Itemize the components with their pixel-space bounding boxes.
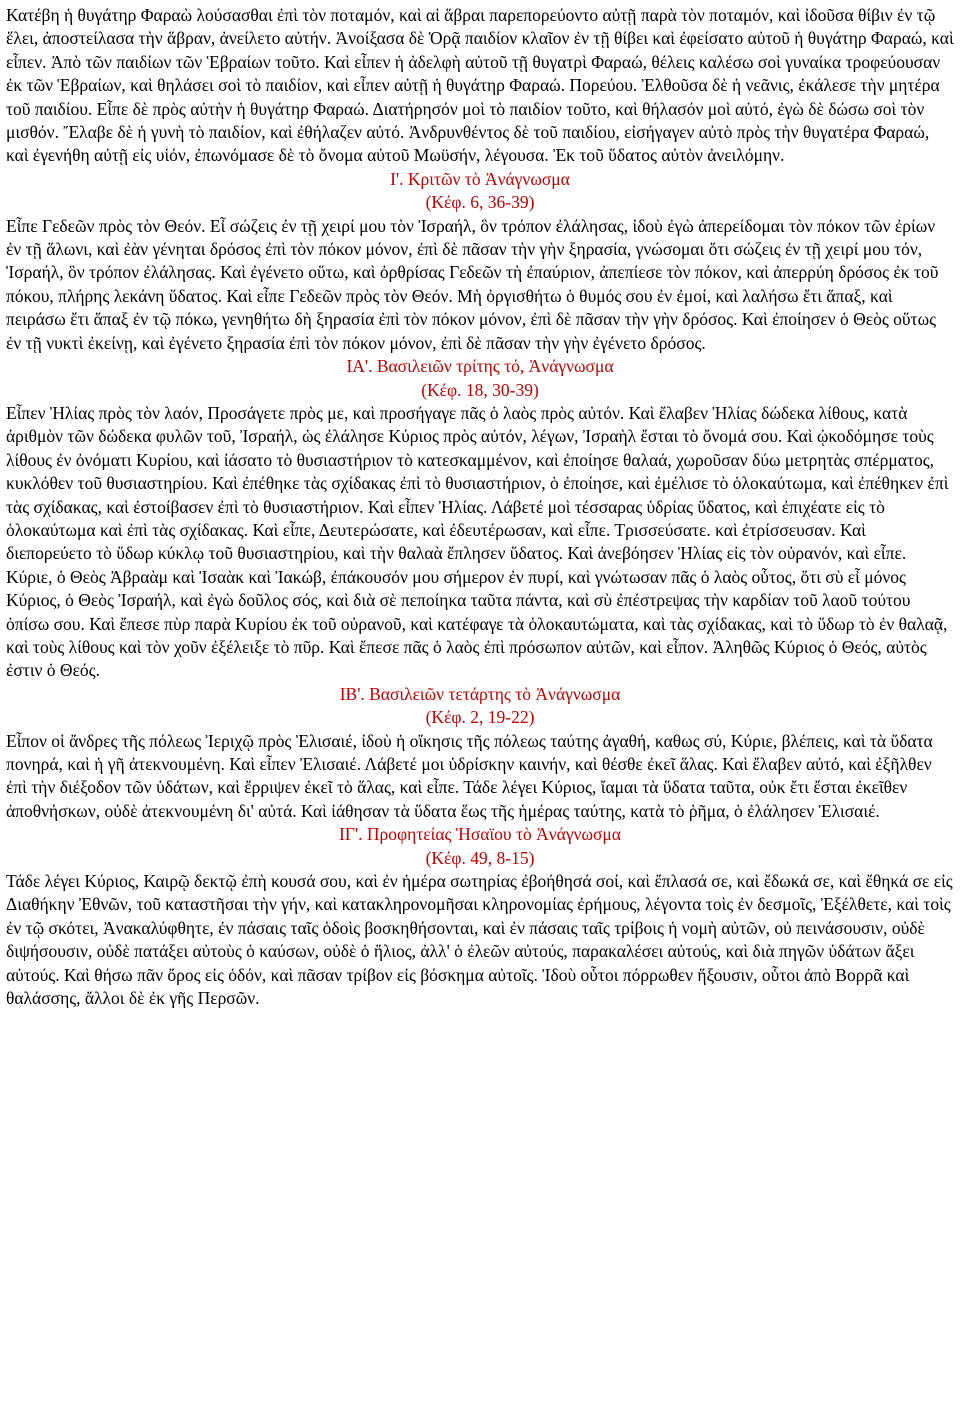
paragraph-judges: Εἶπε Γεδεῶν πρὸς τὸν Θεόν. Εἶ σώζεις ἐν τῇ χειρί μου τὸν Ἰσραήλ, ὃν τρόπον ἐλάλησας, ἰδοὺ ἐγὼ ἀπερείδομαι τὸν πόκον τῶν ἐρίων ἐν τῇ ἅλωνι, καὶ ἐὰν γένηται δρόσος ἐπὶ τὸν πόκον μόνον, ἐπὶ δὲ πᾶσαν τὴν γὴν ξηρασία, γνώσομαι ὅτι σώζεις ἐν τῇ χειρί μου τόν, Ἰσραήλ, ὃν τρόπον ἐλάλησας. Καὶ ἐγένετο οὕτω, καὶ ὀρθρίσας Γεδεῶν τὴ ἐπαύριον, ἀπεπίεσε τὸν πόκον, καὶ ἀπερρύη δρόσος ἐκ τοῦ πόκου, πλήρης λεκάνη ὕδατος. Καὶ εἶπε Γεδεῶν πρὸς τὸν Θεόν. Μὴ ὀργισθήτω ὁ θυμός σου ἐν ἐμοί, καὶ λαλήσω ἔτι ἅπαξ, καὶ πειράσω ἔτι ἅπαξ ἐν τῷ πόκω, γενηθήτω δὴ ξηρασία ἐπὶ τὸν πόκον μόνον, ἐπὶ δὲ πᾶσαν τὴν γὴν δρόσος. Καὶ ἐποίησεν ὁ Θεὸς οὕτως ἐν τῇ νυκτὶ ἐκείνῃ, καὶ ἐγένετο ξηρασία ἐπὶ τὸν πόκον μόνον, ἐπὶ δὲ πᾶσαν τὴν γὴν ἐγένετο δρόσος.	[6, 215, 939, 353]
paragraph-isaiah: Τάδε λέγει Κύριος, Καιρῷ δεκτῷ ἐπὴ κουσά σου, καὶ ἐν ἡμέρα σωτηρίας ἐβοήθησά σοί, καὶ ἔπλασά σε, καὶ ἔδωκά σε, καὶ ἔθηκά σε εἰς Διαθήκην Ἐθνῶν, τοῦ καταστῆσαι τὴν γήν, καὶ κατακληρονομῆσαι κληρονομίας ἐρήμους, λέγοντα τοὶς ἐν δεσμοῖς, Ἐξέλθετε, καὶ τοὶς ἐν τῷ σκότει, Ἀνακαλύφθητε, ἐν πάσαις ταῖς ὁδοὶς βοσκηθήσονται, καὶ ἐν πάσαις ταῖς τρίβοις ἡ νομὴ αὐτῶν, οὐ πεινάσουσιν, οὐδὲ διψήσουσιν, οὐδὲ πατάξει αὐτοὺς ὁ καύσων, οὐδὲ ὁ ἥλιος, ἀλλ' ὁ ἐλεῶν αὐτούς, παρακαλέσει αὐτούς, καὶ διὰ πηγῶν ὑδάτων ἄξει αὐτούς. Καὶ θήσω πᾶν ὄρος εἰς ὁδόν, καὶ πᾶσαν τρίβον εἰς βόσκημα αὐτοῖς. Ἰδοὺ οὗτοι πόρρωθεν ἥξουσιν, οὗτοι ἀπὸ Βορρᾶ καὶ θαλάσσης, ἄλλοι δὲ ἐκ γῆς Περσῶν.	[6, 871, 953, 1009]
paragraph-kings-3: Εἶπεν Ἠλίας πρὸς τὸν λαόν, Προσάγετε πρὸς με, καὶ προσήγαγε πᾶς ὁ λαὸς πρὸς αὐτόν. Καὶ ἔλαβεν Ἠλίας δώδεκα λίθους, κατὰ ἀριθμὸν τῶν δώδεκα φυλῶν τοῦ, Ἰσραήλ, ὡς ἐλάλησε Κύριος πρὸς αὐτόν, λέγων, Ἰσραὴλ ἔσται τὸ ὄνομά σου. Καὶ ᾠκοδόμησε τοὺς λίθους ἐν ὀνόματι Κυρίου, καὶ ἰάσατο τὸ θυσιαστήριον τὸ κατεσκαμμένον, καὶ ἐποίησε θαλαά, χωροῦσαν δύω μετρητὰς σπέρματος, κυκλόθεν τοῦ θυσιαστηρίου. Καὶ ἐπέθηκε τὰς σχίδακας ἐπὶ τὸ θυσιαστήριον, ὁ ἐποίησε, καὶ ἐμέλισε τὸ ὁλοκαύτωμα, καὶ ἐπέθηκεν ἐπὶ τὰς σχίδακας, καὶ ἐστοίβασεν ἐπὶ τὸ θυσιαστήριον. Καὶ εἶπεν Ἠλίας. Λάβετέ μοὶ τέσσαρας ὑδρίας ὕδατος, καὶ ἐπιχέατε εἰς τὸ ὁλοκαύτωμα καὶ ἐπὶ τὰς σχίδακας. Καὶ εἶπε, Δευτερώσατε, καὶ ἐδευτέρωσαν, καὶ εἶπε. Τρισσεύσατε. καὶ ἐτρίσσευσαν. Καὶ διεπορεύετο τὸ ὕδωρ κύκλῳ τοῦ θυσιαστηρίου, καὶ τὴν θαλαὰ ἔπλησεν ὕδατος. Καὶ ἀνεβόησεν Ἠλίας εἰς τὸν οὐρανόν, καὶ εἶπε. Κύριε, ὁ Θεὸς Ἀβραὰμ καὶ Ἰσαὰκ καὶ Ἰακώβ, ἐπάκουσόν μου σήμερον ἐν πυρί, καὶ γνώτωσαν πᾶς ὁ λαὸς οὗτος, ὅτι σὺ εἶ μόνος Κύριος, ὁ Θεὸς Ἰσραήλ, καὶ ἐγὼ δοῦλος σός, καὶ διὰ σὲ πεποίηκα ταῦτα πάντα, καὶ σὺ ἐπέστρεψας τὴν καρδίαν τοῦ λαοῦ τούτου ὀπίσω σου. Καὶ ἔπεσε πὺρ παρὰ Κυρίου ἐκ τοῦ οὐρανοῦ, καὶ κατέφαγε τὰ ὁλοκαυτώματα, καὶ τὰς σχίδακας, καὶ τὸ ὕδωρ τὸ ἐν θαλαᾷ, καὶ τοὺς λίθους καὶ τὸν χοῦν ἐξέλειξε τὸ πῦρ. Καὶ ἔπεσε πᾶς ὁ λαὸς ἐπὶ πρόσωπον αὐτῶν, καὶ εἶπον. Ἀληθῶς Κύριος ὁ Θεός, αὐτὸς ἐστιν ὁ Θεός.	[6, 402, 949, 681]
heading-kings-4: ΙΒ'. Βασιλειῶν τετάρτης τὸ Ἀνάγνωσμα	[339, 683, 621, 704]
reference-kings-3: (Κέφ. 18, 30-39)	[421, 379, 539, 400]
paragraph-kings-4: Εἶπον οἱ ἄνδρες τῆς πόλεως Ἰεριχῷ πρὸς Ἐλισαιέ, ἰδοὺ ἡ οἴκησις τῆς πόλεως ταύτης ἀγαθή, καθως σύ, Κύριε, βλέπεις, καὶ τὰ ὕδατα πονηρά, καὶ ἡ γῆ ἀτεκνουμένη. Καὶ εἶπεν Ἐλισαιέ. Λάβετέ μοι ὑδρίσκην καινήν, καὶ θέσθε ἐκεῖ ἅλας. Καὶ ἔλαβεν αὐτό, καὶ ἐξῆλθεν ἐπὶ τὴν διέξοδον τῶν ὑδάτων, καὶ ἔρριψεν ἐκεῖ τὸ ἅλας, καὶ εἶπε. Τάδε λέγει Κύριος, ἴαμαι τὰ ὕδατα ταῦτα, οὐκ ἔτι ἔσται ἐκεῖθεν ἀποθνήσκων, οὐδὲ ἀτεκνουμένη δι' αὐτά. Καὶ ἰάθησαν τὰ ὕδατα ἕως τῆς ἡμέρας ταύτης, κατὰ τὸ ῥῆμα, ὁ ἐλάλησεν Ἐλισαιέ.	[6, 730, 933, 821]
reference-kings-4: (Κέφ. 2, 19-22)	[425, 707, 535, 728]
heading-isaiah: ΙΓ'. Προφητείας Ἡσαϊου τὸ Ἀνάγνωσμα	[339, 824, 621, 845]
heading-kings-3: ΙΑ'. Βασιλειῶν τρίτης τό, Ἀνάγνωσμα	[346, 356, 614, 377]
paragraph-exodus: Κατέβη ἡ θυγάτηρ Φαραὼ λούσασθαι ἐπὶ τὸν ποταμόν, καὶ αἱ ἅβραι παρεπορεύοντο αὐτῇ παρὰ τὸν ποταμόν, καὶ ἰδοῦσα θίβιν ἐν τῷ ἕλει, ἀποστείλασα τὴν ἅβραν, ἀνείλετο αὐτήν. Ἀνοίξασα δὲ Ὁρᾷ παιδίον κλαῖον ἐν τῇ θίβει καὶ ἐφείσατο αὐτοῦ ἡ θυγάτηρ Φαραώ, καὶ εἶπεν. Ἀπὸ τῶν παιδίων τῶν Ἑβραίων τοῦτο. Καὶ εἶπεν ἡ ἀδελφὴ αὐτοῦ τῇ θυγατρὶ Φαραώ, θέλεις καλέσω σοὶ γυναίκα τροφεύουσαν ἐκ τῶν Ἑβραίων, καὶ θηλάσει σοὶ τὸ παιδίον, καὶ εἶπεν αὐτῇ ἡ θυγάτηρ Φαραώ. Πορεύου. Ἐλθοῦσα δὲ ἡ νεᾶνις, ἐκάλεσε τὴν μητέρα τοῦ παιδίου. Εἶπε δὲ πρὸς αὐτὴν ἡ θυγάτηρ Φαραώ. Διατήρησόν μοὶ τὸ παιδίον τοῦτο, καὶ θήλασόν μοὶ αὐτό, ἐγὼ δὲ δώσω σοὶ τὸν μισθόν. Ἔλαβε δὲ ἡ γυνὴ τὸ παιδίον, καὶ ἐθήλαζεν αὐτό. Ἀνδρυνθέντος δὲ τοῦ παιδίου, εἰσήγαγεν αὐτὸ πρὸς τὴν θυγατέρα Φαραώ, καὶ ἐγενήθη αὐτῇ εἰς υἱόν, ἐπωνόμασε δὲ τὸ ὄνομα αὐτοῦ Μωϋσήν, λέγουσα. Ἐκ τοῦ ὕδατος αὐτὸν ἀνειλόμην.	[6, 5, 954, 166]
heading-judges: Ι'. Κριτῶν τὸ Ἀνάγνωσμα	[390, 168, 570, 189]
reference-isaiah: (Κέφ. 49, 8-15)	[425, 847, 535, 868]
reference-judges: (Κέφ. 6, 36-39)	[425, 192, 535, 213]
